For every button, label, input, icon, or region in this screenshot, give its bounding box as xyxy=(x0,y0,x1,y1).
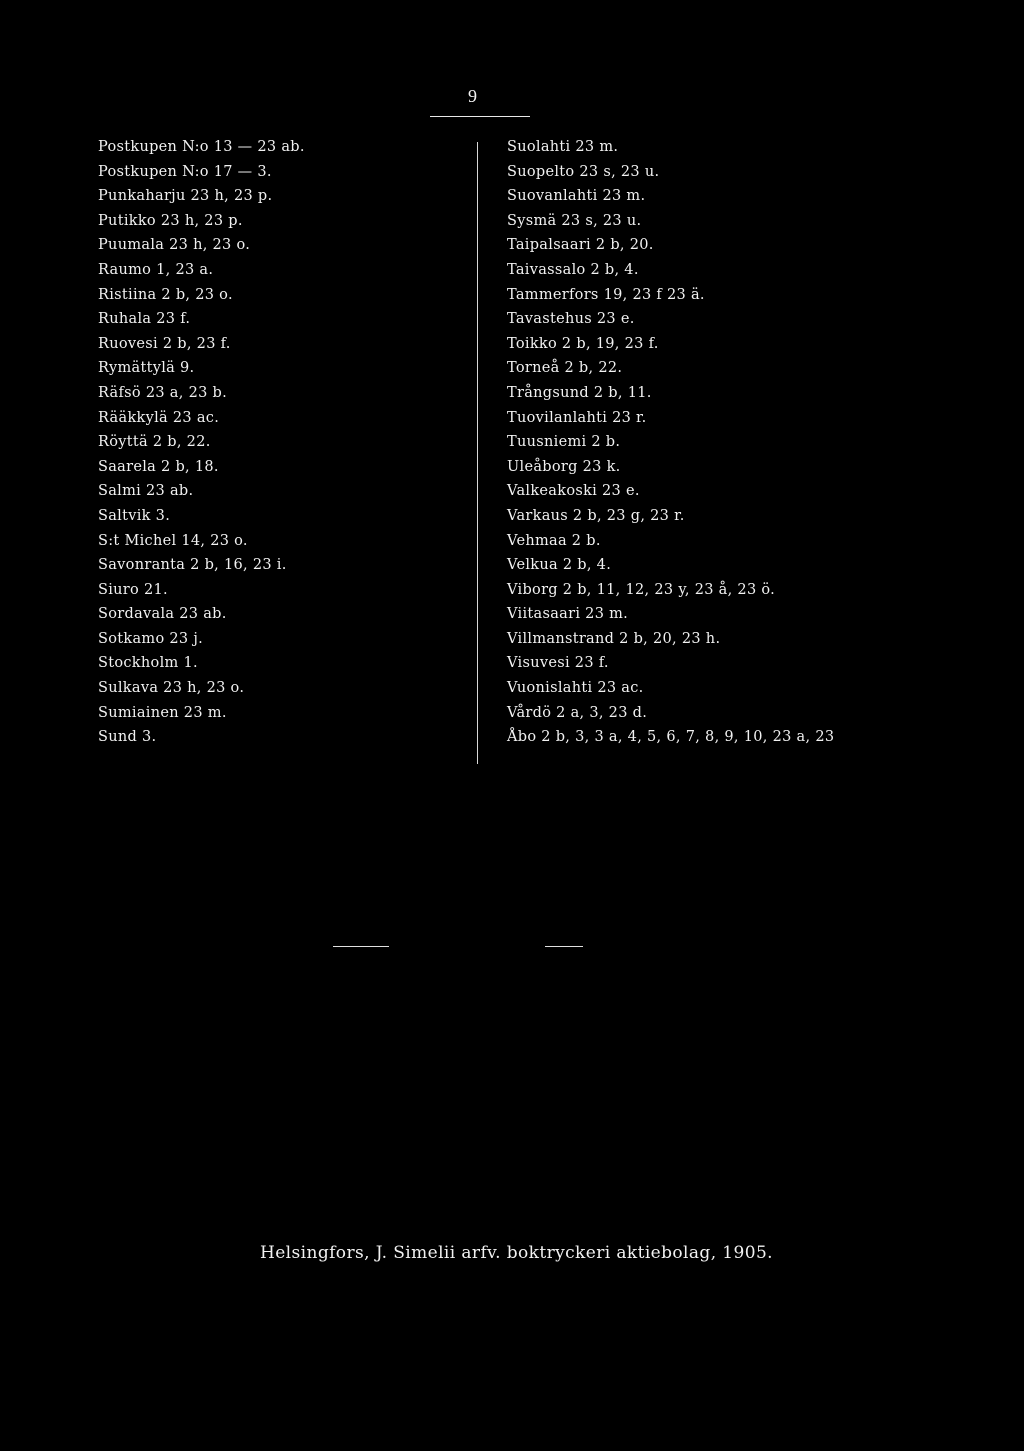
end-rule xyxy=(545,946,583,947)
index-entry: Postkupen N:o 17 — 3. xyxy=(98,163,272,180)
index-entry: Varkaus 2 b, 23 g, 23 r. xyxy=(507,507,685,524)
printer-imprint: Helsingfors, J. Simelii arfv. boktryckeri aktiebolag, 1905. xyxy=(260,1243,773,1263)
index-entry: Saarela 2 b, 18. xyxy=(98,458,219,475)
page-number-rule xyxy=(430,116,530,117)
index-entry: Sordavala 23 ab. xyxy=(98,606,227,623)
index-entry: Siuro 21. xyxy=(98,581,168,598)
index-entry: Vuonislahti 23 ac. xyxy=(507,680,644,697)
index-entry: Uleåborg 23 k. xyxy=(507,458,621,475)
index-entry: Räfsö 23 a, 23 b. xyxy=(98,384,228,401)
index-entry: Taipalsaari 2 b, 20. xyxy=(507,237,654,254)
index-entry: Saltvik 3. xyxy=(98,507,171,524)
index-entry: Toikko 2 b, 19, 23 f. xyxy=(507,335,659,352)
index-entry: Tuusniemi 2 b. xyxy=(507,434,621,451)
index-entry: Puumala 23 h, 23 o. xyxy=(98,237,251,254)
index-entry: Taivassalo 2 b, 4. xyxy=(507,261,639,278)
index-entry: Vehmaa 2 b. xyxy=(507,532,601,549)
index-entry: Trångsund 2 b, 11. xyxy=(507,384,652,401)
index-entry: Putikko 23 h, 23 p. xyxy=(98,212,243,229)
column-divider xyxy=(477,142,478,764)
index-entry: Rymättylä 9. xyxy=(98,360,195,377)
index-entry: Valkeakoski 23 e. xyxy=(507,483,640,500)
index-entry: Villmanstrand 2 b, 20, 23 h. xyxy=(507,630,721,647)
right-index-column xyxy=(507,135,834,750)
index-entry: Sumiainen 23 m. xyxy=(98,704,227,721)
index-entry: Sysmä 23 s, 23 u. xyxy=(507,212,642,229)
index-entry: Rääkkylä 23 ac. xyxy=(98,409,220,426)
index-entry: Vårdö 2 a, 3, 23 d. xyxy=(507,704,648,721)
index-entry: Punkaharju 23 h, 23 p. xyxy=(98,188,273,205)
end-rule xyxy=(333,946,389,947)
index-entry: Sund 3. xyxy=(98,729,157,746)
index-entry: Suovanlahti 23 m. xyxy=(507,188,646,205)
index-entry: Sulkava 23 h, 23 o. xyxy=(98,680,245,697)
index-entry: Tuovilanlahti 23 r. xyxy=(507,409,647,426)
index-entry: Suolahti 23 m. xyxy=(507,139,619,155)
index-entry: Ristiina 2 b, 23 o. xyxy=(98,286,233,303)
index-entry: Ruovesi 2 b, 23 f. xyxy=(98,335,231,352)
index-entry: S:t Michel 14, 23 o. xyxy=(98,532,248,549)
page-number: 9 xyxy=(468,86,477,106)
index-entry: Suopelto 23 s, 23 u. xyxy=(507,163,660,180)
index-entry: Ruhala 23 f. xyxy=(98,311,191,328)
index-entry: Tavastehus 23 e. xyxy=(507,311,635,328)
index-entry: Röyttä 2 b, 22. xyxy=(98,434,211,451)
index-entry: Velkua 2 b, 4. xyxy=(507,557,612,574)
index-entry: Viitasaari 23 m. xyxy=(507,606,629,623)
index-entry: Raumo 1, 23 a. xyxy=(98,261,214,278)
index-entry: Torneå 2 b, 22. xyxy=(507,360,623,377)
index-entry: Postkupen N:o 13 — 23 ab. xyxy=(98,139,305,155)
left-index-column xyxy=(98,135,305,750)
index-entry: Visuvesi 23 f. xyxy=(507,655,609,672)
index-entry: Salmi 23 ab. xyxy=(98,483,194,500)
index-entry: Savonranta 2 b, 16, 23 i. xyxy=(98,557,287,574)
index-entry: Åbo 2 b, 3, 3 a, 4, 5, 6, 7, 8, 9, 10, 23 a, 23 xyxy=(507,729,835,746)
index-entry: Stockholm 1. xyxy=(98,655,198,672)
index-entry: Viborg 2 b, 11, 12, 23 y, 23 å, 23 ö. xyxy=(507,581,776,598)
index-entry: Sotkamo 23 j. xyxy=(98,630,204,647)
index-entry: Tammerfors 19, 23 f 23 ä. xyxy=(507,286,705,303)
